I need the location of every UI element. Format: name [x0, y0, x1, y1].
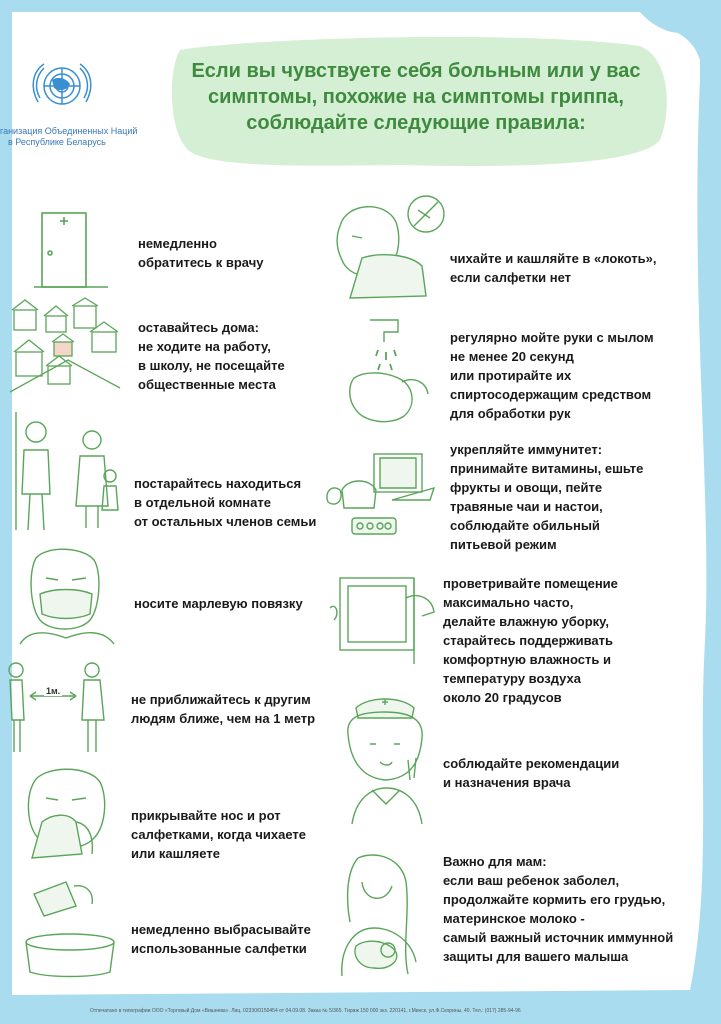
- tip-stay-home: [138, 318, 285, 394]
- org-name: [0, 126, 160, 148]
- tip-distance-line-2: людям ближе, чем на 1 метр: [131, 711, 316, 726]
- tip-throw-tissues-line-2: использованные салфетки: [131, 941, 307, 956]
- tip-separate-room-line-3: от остальных членов семьи: [134, 514, 317, 529]
- org-name-line2: в Республике Беларусь: [8, 137, 106, 147]
- tip-doctor-line-1: немедленно: [138, 236, 217, 251]
- tip-cover-nose: [131, 806, 306, 863]
- tip-ventilate-line-7: около 20 градусов: [443, 690, 562, 705]
- tip-mothers-line-2: если ваш ребенок заболел,: [443, 873, 620, 888]
- tip-mothers: [443, 852, 673, 966]
- tissue-sneeze-icon: [12, 762, 124, 862]
- elbow-cough-icon: [326, 192, 452, 302]
- tip-ventilate-line-5: комфортную влажность и: [443, 652, 611, 667]
- houses-icon: [8, 296, 123, 396]
- tip-ventilate-line-1: проветривайте помещение: [443, 576, 618, 591]
- tip-immunity-line-6: питьевой режим: [450, 537, 557, 552]
- tip-mask-line-1: носите марлевую повязку: [134, 596, 303, 611]
- tip-mothers-line-6: защиты для вашего малыша: [443, 949, 629, 964]
- tip-wash-hands-line-1: регулярно мойте руки с мылом: [450, 330, 654, 345]
- tip-throw-tissues-line-1: немедленно выбрасывайте: [131, 922, 311, 937]
- title-line-3: соблюдайте следующие правила:: [246, 112, 586, 134]
- tip-stay-home-line-4: общественные места: [138, 377, 276, 392]
- window-icon: [322, 568, 442, 668]
- un-logo-icon: [22, 58, 102, 118]
- tip-immunity-line-4: травяные чаи и настои,: [450, 499, 603, 514]
- tip-separate-room: [134, 474, 316, 531]
- tip-wash-hands-line-4: спиртосодержащим средством: [450, 387, 652, 402]
- tip-immunity-line-2: принимайте витамины, ешьте: [450, 461, 644, 476]
- tip-mothers-line-1: Важно для мам:: [443, 854, 547, 869]
- tip-wash-hands-line-2: не менее 20 секунд: [450, 349, 574, 364]
- tip-mask: [134, 594, 303, 613]
- door-icon: [20, 205, 120, 295]
- tip-stay-home-line-3: в школу, не посещайте: [138, 358, 285, 373]
- tip-cover-nose-line-1: прикрывайте нос и рот: [131, 808, 281, 823]
- tip-distance-line-1: не приближайтесь к другим: [131, 692, 311, 707]
- nurse-icon: [332, 694, 440, 830]
- tip-wash-hands-line-5: для обработки рук: [450, 406, 571, 421]
- tip-wash-hands-line-3: или протирайте их: [450, 368, 572, 383]
- vitamins-icon: [322, 448, 436, 540]
- title-line-2: симптомы, похожие на симптомы гриппа,: [208, 86, 624, 108]
- family-icon: [8, 410, 128, 535]
- tip-doctor: [138, 234, 264, 272]
- tip-throw-tissues: [131, 920, 311, 958]
- hand-wash-icon: [340, 316, 440, 428]
- tip-ventilate-line-4: старайтесь поддерживать: [443, 633, 613, 648]
- tip-separate-room-line-2: в отдельной комнате: [134, 495, 271, 510]
- tip-distance: [131, 690, 315, 728]
- page-title: [176, 58, 656, 136]
- tip-follow-doctor-line-1: соблюдайте рекомендации: [443, 756, 620, 771]
- tip-stay-home-line-2: не ходите на работу,: [138, 339, 271, 354]
- tip-doctor-line-2: обратитесь к врачу: [138, 255, 264, 270]
- distance-label: 1м.: [46, 686, 61, 696]
- distance-icon: [6, 656, 122, 756]
- tip-cover-nose-line-2: салфетками, когда чихаете: [131, 827, 307, 842]
- tip-immunity-line-5: соблюдайте обильный: [450, 518, 600, 533]
- tip-elbow: [450, 249, 656, 287]
- tip-follow-doctor: [443, 754, 619, 792]
- tip-ventilate-line-6: температуру воздуха: [443, 671, 581, 686]
- tip-immunity-line-3: фрукты и овощи, пейте: [450, 480, 603, 495]
- mask-icon: [10, 548, 122, 648]
- tip-ventilate-line-2: максимально часто,: [443, 595, 574, 610]
- title-line-1: Если вы чувствуете себя больным или у вас: [191, 60, 641, 82]
- tip-immunity-line-1: укрепляйте иммунитет:: [450, 442, 603, 457]
- tip-mothers-line-4: материнское молоко -: [443, 911, 585, 926]
- tip-follow-doctor-line-2: и назначения врача: [443, 775, 571, 790]
- tip-cover-nose-line-3: или кашляете: [131, 846, 220, 861]
- tip-mothers-line-3: продолжайте кормить его грудью,: [443, 892, 666, 907]
- print-info: Отпечатано в типографии ООО «Торговый Дом «Вишнева». Лиц. 02330/0150454 от 04.09.08. Заказ № 5/365. Тираж 150 000 экз. 220141, г.Минск, ул.Ф.Скорины, 40. Тел.: (017) 285-94-96: [90, 1008, 521, 1014]
- trash-bin-icon: [14, 876, 126, 978]
- tip-ventilate: [443, 574, 618, 707]
- org-name-line1: ганизация Объединенных Наций: [0, 126, 138, 136]
- tip-stay-home-line-1: оставайтесь дома:: [138, 320, 259, 335]
- tip-immunity: [450, 440, 643, 554]
- tip-elbow-line-1: чихайте и кашляйте в «локоть»,: [450, 251, 657, 266]
- tip-ventilate-line-3: делайте влажную уборку,: [443, 614, 610, 629]
- tip-separate-room-line-1: постарайтесь находиться: [134, 476, 302, 491]
- mother-baby-icon: [322, 852, 438, 980]
- tip-elbow-line-2: если салфетки нет: [450, 270, 572, 285]
- tip-wash-hands: [450, 328, 654, 423]
- tip-mothers-line-5: самый важный источник иммунной: [443, 930, 674, 945]
